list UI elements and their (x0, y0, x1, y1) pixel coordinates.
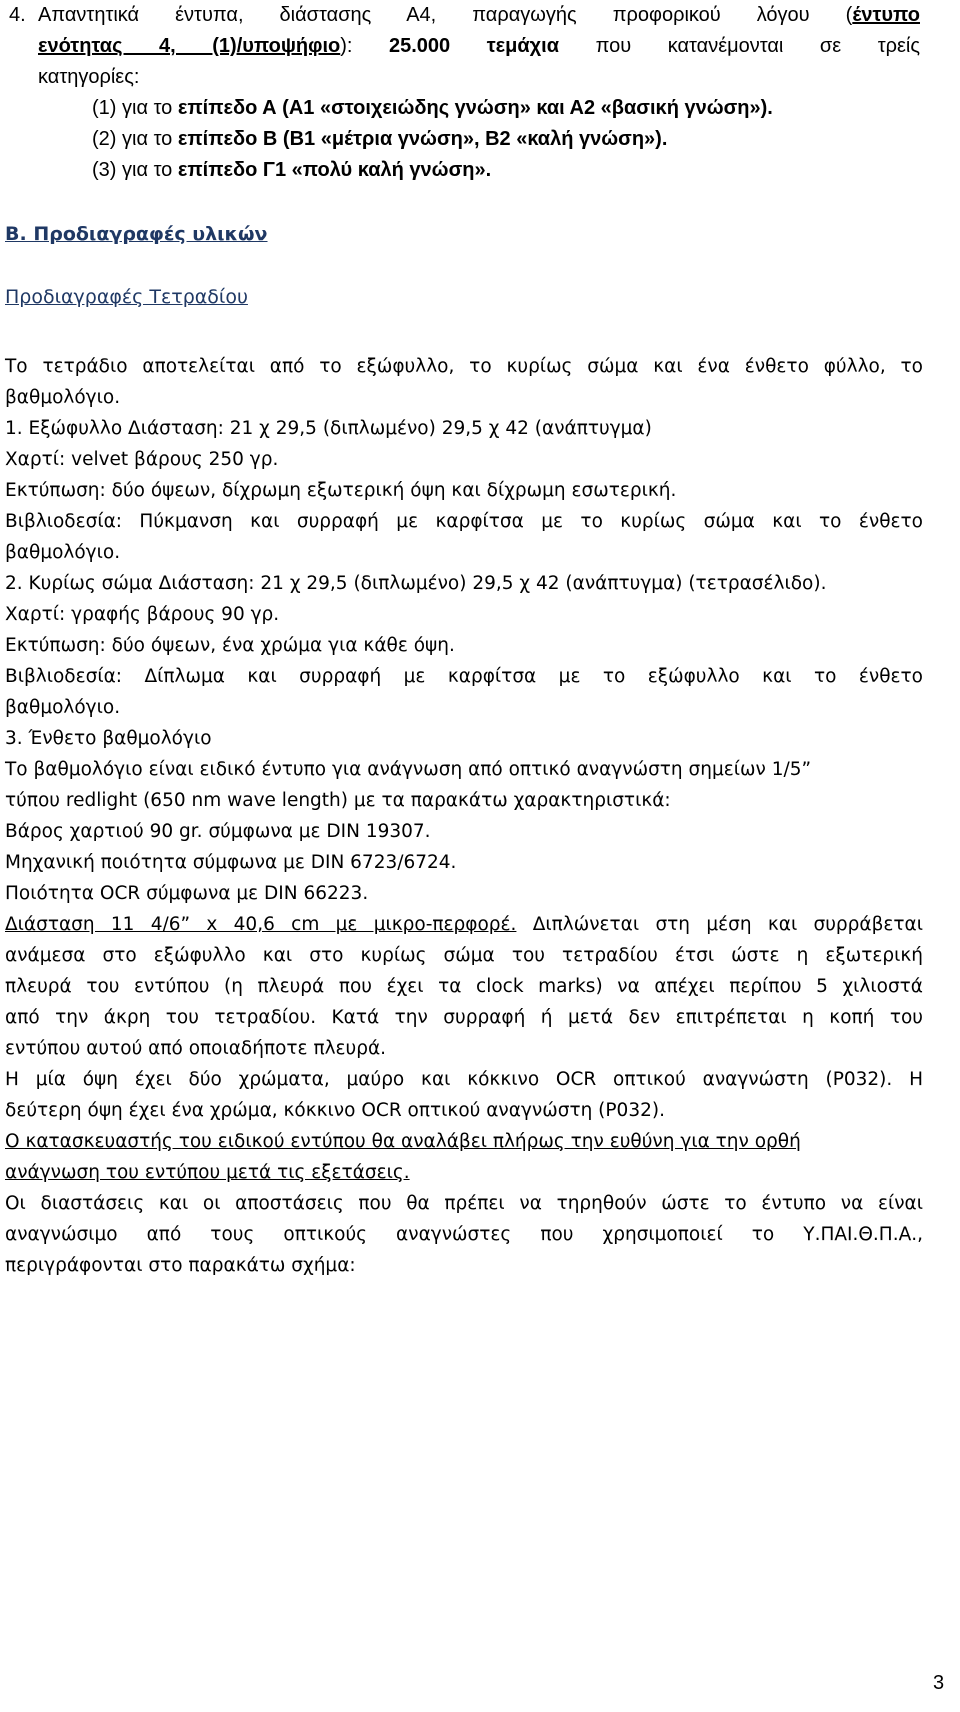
item-4-text: διάστασης (279, 4, 372, 26)
category-prefix: (3) για το (92, 159, 178, 181)
paragraph-line: Βάρος χαρτιού 90 gr. σύμφωνα με DIN 19307. (5, 821, 431, 842)
underlined-text: Διάσταση 11 4/6” x 40,6 cm με μικρο-περφορέ. (5, 914, 517, 935)
paragraph-line: Οι διαστάσεις και οι αποστάσεις που θα πρέπει να τηρηθούν ώστε το έντυπο να είναι (5, 1193, 923, 1214)
paragraph-line: ανάμεσα στο εξώφυλλο και στο κυρίως σώμα του τετραδίου έτσι ώστε η εξωτερική (5, 945, 923, 966)
item-4-text: που κατανέμονται σε τρείς (595, 35, 920, 57)
item-4-text: ( (845, 4, 853, 26)
item-4-text: λόγου (756, 4, 810, 26)
paragraph-line: Το τετράδιο αποτελείται από το εξώφυλλο, το κυρίως σώμα και ένα ένθετο φύλλο, το (5, 356, 923, 377)
category-1 (92, 93, 773, 124)
item-4-quantity: 25.000 τεμάχια (389, 35, 560, 57)
paragraph-line: Το βαθμολόγιο είναι ειδικό έντυπο για ανάγνωση από οπτικό αναγνώστη σημείων 1/5” (5, 759, 812, 780)
item-4-text: έντυπα, (175, 4, 244, 26)
paragraph-line (5, 1157, 923, 1188)
paragraph-line (5, 909, 923, 940)
paragraph-line: 3. Ένθετο βαθμολόγιο (5, 728, 212, 749)
paragraph-line: δεύτερη όψη έχει ένα χρώμα, κόκκινο OCR οπτικού αναγνώστη (P032). (5, 1100, 665, 1121)
category-3 (92, 155, 491, 186)
item-4-text: Α4, (406, 4, 437, 26)
item-4-text: ): (340, 35, 353, 57)
paragraph-text: Διπλώνεται στη μέση και συρράβεται (516, 914, 924, 935)
paragraph-line: Εκτύπωση: δύο όψεων, δίχρωμη εξωτερική όψη και δίχρωμη εσωτερική. (5, 480, 677, 501)
paragraph-line: βαθμολόγιο. (5, 542, 121, 563)
paragraph-line: Χαρτί: γραφής βάρους 90 γρ. (5, 604, 280, 625)
paragraph-line: εντύπου αυτού από οποιαδήποτε πλευρά. (5, 1038, 387, 1059)
paragraph-line: βαθμολόγιο. (5, 697, 121, 718)
paragraph-line: πλευρά του εντύπου (η πλευρά που έχει τα clock marks) να απέχει περίπου 5 χιλιοστά (5, 976, 923, 997)
underlined-text: Ο κατασκευαστής του ειδικού εντύπου θα αναλάβει πλήρως την ευθύνη για την ορθή (5, 1131, 801, 1152)
item-4-line-3: κατηγορίες: (38, 66, 140, 88)
item-number: 4. (9, 4, 26, 26)
paragraph-line: τύπου redlight (650 nm wave length) με τα παρακάτω χαρακτηριστικά: (5, 790, 671, 811)
page-number: 3 (933, 1672, 945, 1694)
item-4-text: προφορικού (612, 4, 721, 26)
paragraph-line: Βιβλιοδεσία: Πύκμανση και συρραφή με καρφίτσα με το κυρίως σώμα και το ένθετο (5, 511, 923, 532)
paragraph-line: Ποιότητα OCR σύμφωνα με DIN 66223. (5, 883, 369, 904)
paragraph-line: Βιβλιοδεσία: Δίπλωμα και συρραφή με καρφίτσα με το εξώφυλλο και το ένθετο (5, 666, 923, 687)
category-prefix: (1) για το (92, 97, 178, 119)
paragraph-line: από την άκρη του τετραδίου. Κατά την συρραφή ή μετά δεν επιτρέπεται η κοπή του (5, 1007, 923, 1028)
paragraph-line: Χαρτί: velvet βάρους 250 γρ. (5, 449, 279, 470)
category-prefix: (2) για το (92, 128, 178, 150)
category-label: επίπεδο Β (Β1 «μέτρια γνώση», Β2 «καλή γνώση»). (177, 128, 668, 150)
paragraph-line: 2. Κυρίως σώμα Διάσταση: 21 χ 29,5 (διπλωμένο) 29,5 χ 42 (ανάπτυγμα) (τετρασέλιδο). (5, 573, 827, 594)
paragraph-line: περιγράφονται στο παρακάτω σχήμα: (5, 1255, 356, 1276)
sub-heading: Προδιαγραφές Τετραδίου (5, 286, 248, 308)
item-4-line-1 (38, 0, 920, 31)
paragraph-line: αναγνώσιμο από τους οπτικούς αναγνώστες που χρησιμοποιεί το Υ.ΠΑΙ.Θ.Π.Α., (5, 1224, 923, 1245)
category-label: επίπεδο Γ1 «πολύ καλή γνώση». (177, 159, 492, 181)
paragraph-line: βαθμολόγιο. (5, 387, 121, 408)
item-4-text: παραγωγής (472, 4, 577, 26)
paragraph-line: Εκτύπωση: δύο όψεων, ένα χρώμα για κάθε όψη. (5, 635, 455, 656)
item-4-line-2 (38, 31, 920, 62)
underlined-text: ανάγνωση του εντύπου μετά τις εξετάσεις. (5, 1162, 410, 1183)
item-4-text: Απαντητικά (38, 4, 140, 26)
specifications-body (5, 351, 923, 1281)
category-label: επίπεδο Α (Α1 «στοιχειώδης γνώση» και Α2 «βασική γνώση»). (177, 97, 773, 119)
category-2 (92, 124, 667, 155)
paragraph-line: 1. Εξώφυλλο Διάσταση: 21 χ 29,5 (διπλωμένο) 29,5 χ 42 (ανάπτυγμα) (5, 418, 652, 439)
section-heading: Β. Προδιαγραφές υλικών (5, 223, 268, 245)
paragraph-line (5, 1126, 923, 1157)
paragraph-line: Μηχανική ποιότητα σύμφωνα με DIN 6723/6724. (5, 852, 457, 873)
item-4-emphasis: έντυπο (852, 4, 920, 26)
item-4-emphasis: ενότητας 4, (1)/υποψήφιο (38, 35, 341, 57)
paragraph-line: Η μία όψη έχει δύο χρώματα, μαύρο και κόκκινο OCR οπτικού αναγνώστη (P032). Η (5, 1069, 923, 1090)
